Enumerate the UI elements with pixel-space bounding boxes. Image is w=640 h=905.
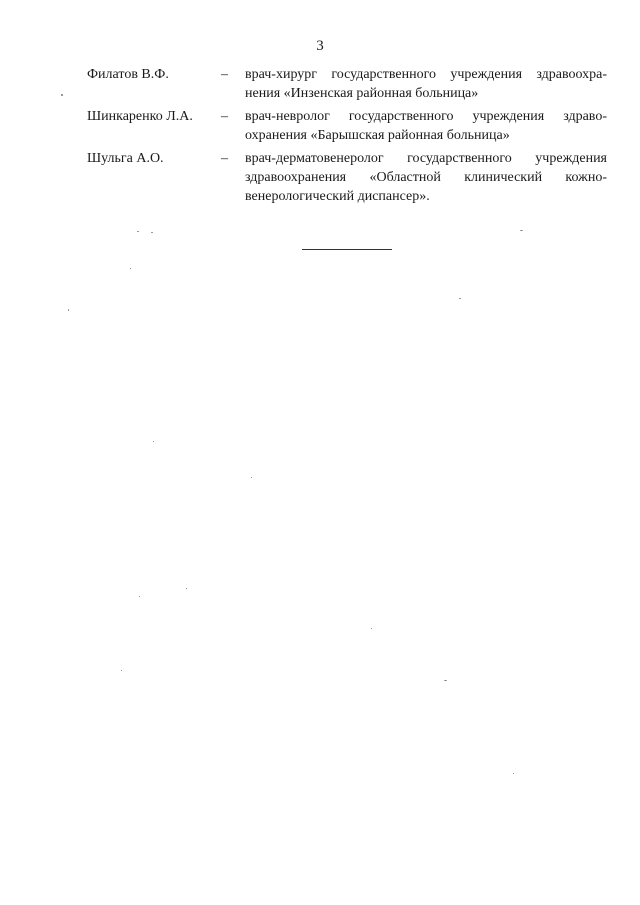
scan-speck: [137, 231, 139, 232]
scan-speck: [513, 773, 514, 774]
scan-speck: [68, 309, 69, 311]
position-description: [245, 65, 607, 103]
person-name: Шинкаренко Л.А.: [87, 109, 193, 124]
description-line: нения «Инзенская районная больница»: [245, 86, 479, 101]
scan-speck: [444, 680, 447, 681]
scan-speck: [121, 670, 122, 671]
description-line: врач-дерматовенеролог государственного учреждения: [245, 151, 607, 166]
page-number: 3: [316, 38, 324, 54]
scan-speck: [371, 628, 372, 629]
person-name: Филатов В.Ф.: [87, 67, 169, 82]
scan-speck: [130, 268, 131, 269]
end-separator-line: [302, 249, 392, 250]
dash-separator: –: [221, 67, 228, 82]
scan-speck: [61, 94, 63, 96]
dash-separator: –: [221, 109, 228, 124]
scan-speck: [151, 232, 153, 233]
scan-speck: [186, 588, 187, 589]
position-description: [245, 149, 607, 206]
position-description: [245, 107, 607, 145]
dash-separator: –: [221, 151, 228, 166]
description-line: здравоохранения «Областной клинический кожно-: [245, 170, 607, 185]
scan-speck: [459, 298, 461, 299]
scan-speck: [139, 596, 140, 597]
scan-speck: [520, 230, 523, 231]
description-line: охранения «Барышская районная больница»: [245, 128, 510, 143]
person-name: Шульга А.О.: [87, 151, 164, 166]
scan-speck: [251, 477, 252, 478]
scan-speck: [153, 441, 154, 442]
description-line: врач-хирург государственного учреждения здравоохра-: [245, 67, 607, 82]
description-line: венерологический диспансер».: [245, 189, 430, 204]
description-line: врач-невролог государственного учреждения здраво-: [245, 109, 607, 124]
